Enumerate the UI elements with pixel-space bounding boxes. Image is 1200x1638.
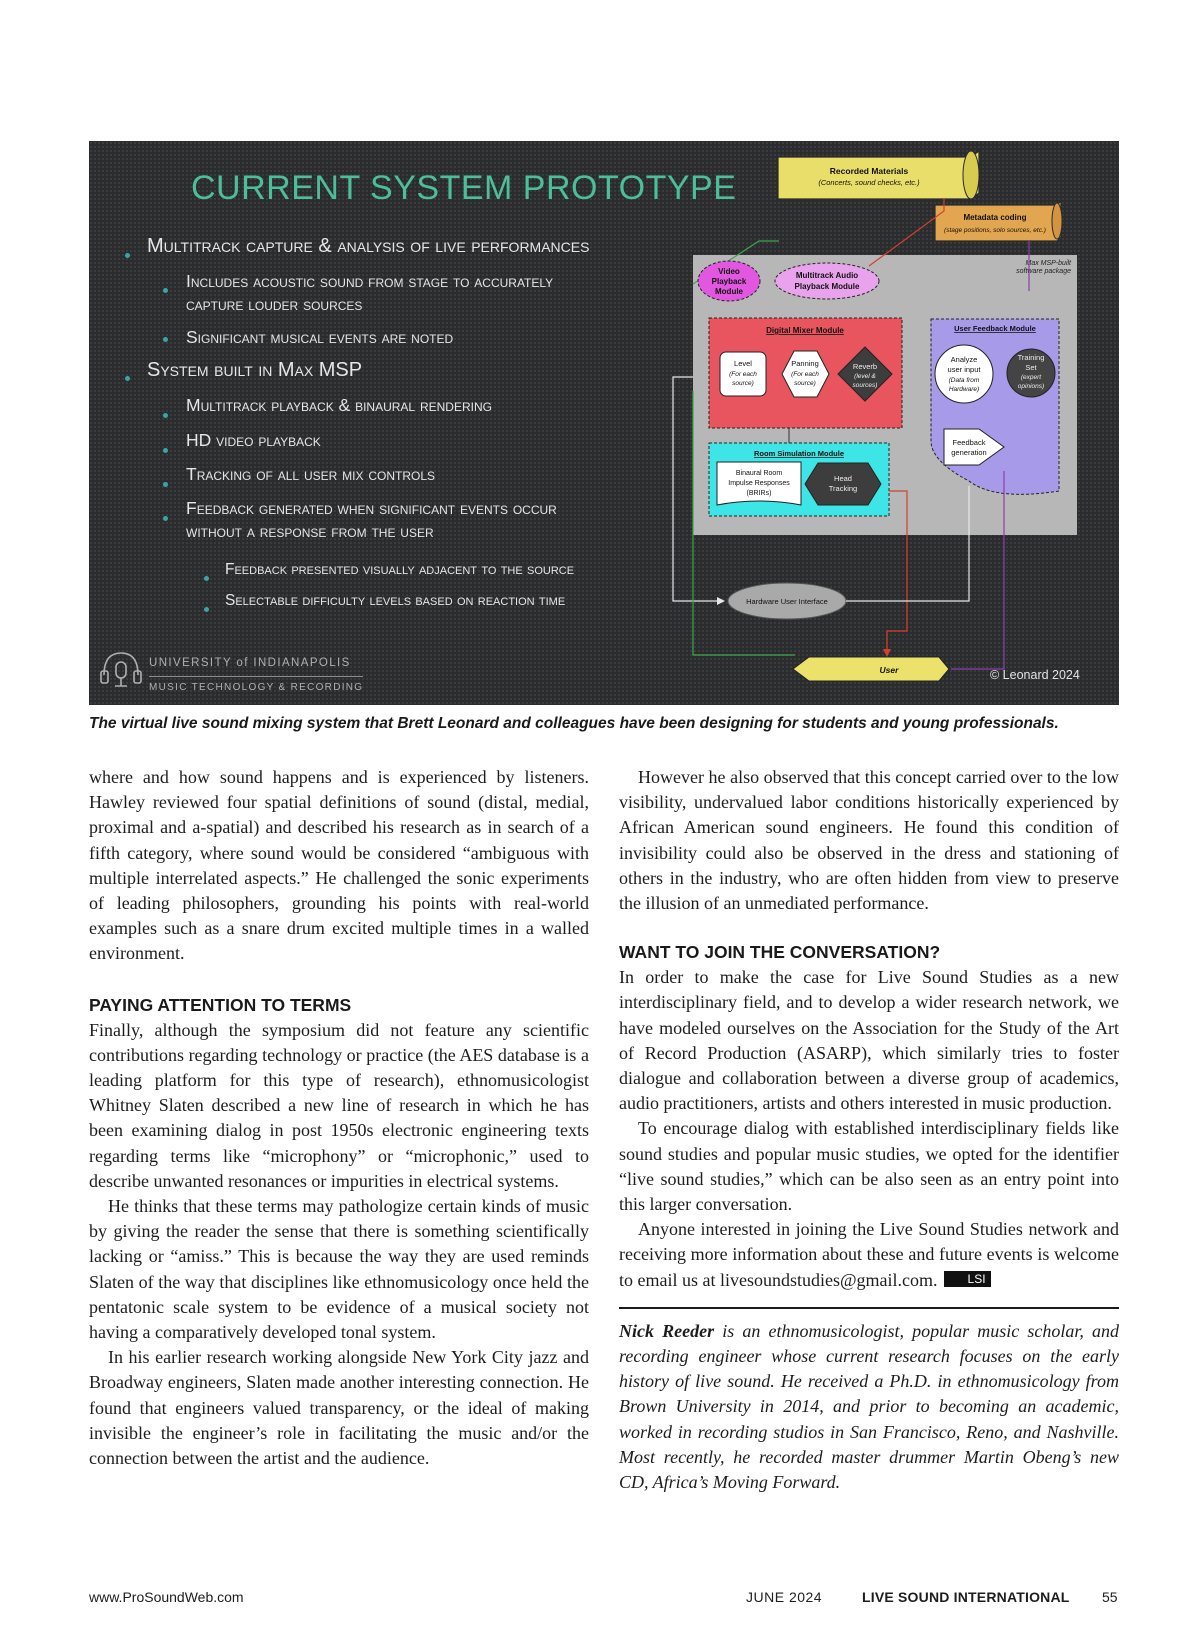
bullet-item: Includes acoustic sound from stage to accurately xyxy=(186,271,554,291)
panning-label: (For each xyxy=(791,371,819,378)
arrow-head xyxy=(883,649,891,657)
bullet-item: Feedback presented visually adjacent to the source xyxy=(225,561,575,578)
author-bio xyxy=(619,1319,1119,1495)
figure-caption: The virtual live sound mixing system that Brett Leonard and colleagues have been designing for students and young professionals. xyxy=(89,715,1059,732)
section-heading: WANT TO JOIN THE CONVERSATION? xyxy=(619,942,941,963)
metadata-coding-label: Metadata coding xyxy=(963,213,1027,222)
footer-website[interactable]: www.ProSoundWeb.com xyxy=(89,1589,244,1605)
reverb-label: sources) xyxy=(852,382,878,389)
right-column xyxy=(619,765,1119,1495)
lsi-end-badge: LSI xyxy=(944,1271,991,1287)
section-heading: PAYING ATTENTION TO TERMS xyxy=(89,994,352,1015)
body-paragraph: In order to make the case for Live Sound Studies as a new interdisciplinary field, and to develop a wider research network, we have modeled ourselves on the Association for the Study of the Art of Record Production (ASARP), which similarly tries to foster dialogue and collaboration between a diverse group of academics, audio practitioners, artists and others interested in music production. xyxy=(619,967,1119,1114)
user-label: User xyxy=(879,665,899,675)
arrow-head xyxy=(717,597,725,605)
hardware-ui-label: Hardware User Interface xyxy=(746,597,828,606)
bullet-item: Feedback generated when significant events occur xyxy=(186,498,557,518)
author-name: Nick Reeder xyxy=(619,1320,715,1341)
body-paragraph: where and how sound happens and is experienced by listeners. Hawley reviewed four spatial definitions of sound (distal, medial, proximal and a-spatial) and described his research as in search of a fifth category, where sound would be considered “ambiguous with multiple interrelated aspects.” He challenged the sonic experiments of leading philosophers, grounding his points with real-world examples such as a snare drum excited multiple times in a walled environment. xyxy=(89,767,589,964)
user-feedback-module xyxy=(931,319,1059,494)
body-paragraph: To encourage dialog with established interdisciplinary fields like sound studies and popular music studies, we opted for the identifier “live sound studies,” which can be also seen as an entry point into this larger conversation. xyxy=(619,1118,1119,1215)
analyze-node xyxy=(935,345,993,403)
feedback-gen-label: generation xyxy=(951,448,987,457)
bullet-item: HD video playback xyxy=(186,430,321,450)
training-label: opinions) xyxy=(1017,383,1045,390)
bio-divider xyxy=(619,1307,1119,1309)
brir-label: Impulse Responses xyxy=(728,480,790,487)
body-paragraph: In his earlier research working alongside New York City jazz and Broadway engineers, Slaten made another interesting connection. He found that engineers valued transparency, or the ideal of making invisible the engineer’s role in facilitating the music and/or the connection between the artist and the audience. xyxy=(89,1347,589,1469)
footer-magazine-name: LIVE SOUND INTERNATIONAL xyxy=(862,1589,1070,1605)
video-label: Playback xyxy=(711,277,747,286)
system-prototype-figure xyxy=(89,141,1119,705)
user-feedback-label: User Feedback Module xyxy=(954,324,1036,333)
analyze-label: Analyze xyxy=(950,355,978,364)
analyze-label: user input xyxy=(947,365,981,374)
training-label: (expert xyxy=(1020,374,1042,381)
room-sim-label: Room Simulation Module xyxy=(754,449,844,458)
level-label: (For each xyxy=(729,371,757,378)
closing-paragraph xyxy=(619,1217,1119,1293)
max-msp-label: software package xyxy=(1016,268,1071,275)
bullet-item: without a response from the user xyxy=(186,521,434,541)
bullet-item: System built in Max MSP xyxy=(147,359,363,381)
bullet-item: Selectable difficulty levels based on reaction time xyxy=(225,592,566,609)
user-node xyxy=(793,657,949,681)
video-label: Video xyxy=(718,267,740,276)
body-paragraph: However he also observed that this concept carried over to the low visibility, undervalued labor conditions historically experienced by African American sound engineers. He found this condition of invisibility could also be observed in the dress and stationing of others in the industry, who are often hidden from view to preserve the illusion of an unmediated performance. xyxy=(619,767,1119,914)
max-msp-label: Max MSP-built xyxy=(1025,260,1071,267)
head-tracking-label: Tracking xyxy=(828,484,858,493)
figure-copyright: © Leonard 2024 xyxy=(990,668,1080,682)
bullet-item: Multitrack playback & binaural rendering xyxy=(186,395,492,415)
metadata-coding-sub: (stage positions, solo sources, etc.) xyxy=(944,227,1046,234)
headphones-logo-icon xyxy=(101,653,141,686)
cylinder-end xyxy=(963,151,979,199)
system-diagram xyxy=(89,141,1119,705)
multitrack-label: Playback Module xyxy=(794,282,860,291)
multitrack-audio-module xyxy=(775,263,879,299)
head-tracking-label: Head xyxy=(834,474,852,483)
video-label: Module xyxy=(715,287,743,296)
training-label: Training xyxy=(1017,353,1045,362)
analyze-label: (Data from xyxy=(948,377,980,384)
left-column xyxy=(89,765,589,1471)
panning-label: source) xyxy=(794,380,816,387)
training-label: Set xyxy=(1025,363,1037,372)
university-name: UNIVERSITY of INDIANAPOLIS xyxy=(149,657,351,669)
reverb-label: Reverb xyxy=(852,362,878,371)
bullet-item: Tracking of all user mix controls xyxy=(186,464,436,484)
bullet-item: capture louder sources xyxy=(186,294,363,314)
closing-text: Anyone interested in joining the Live Sound Studies network and receiving more information about these and future events is welcome to email us at livesoundstudies@gmail.com. xyxy=(619,1219,1119,1290)
footer-page-number: 55 xyxy=(1102,1589,1118,1605)
brir-label: (BRIRs) xyxy=(746,490,772,497)
university-logo xyxy=(149,657,363,693)
author-bio-text: is an ethnomusicologist, popular music scholar, and recording engineer whose current research focuses on the early history of live sound. He received a Ph.D. in ethnomusicology from Brown University in 2014, and prior to becoming an academic, worked in recording studios in San Francisco, Reno, and Nashville. Most recently, he recorded master drummer Martin Obeng’s new CD, Africa’s Moving Forward. xyxy=(619,1320,1120,1493)
reverb-label: (level & xyxy=(854,373,876,380)
multitrack-label: Multitrack Audio xyxy=(795,271,859,280)
feedback-gen-label: Feedback xyxy=(952,438,986,447)
cylinder-end xyxy=(1052,203,1062,239)
bullet-item: Multitrack capture & analysis of live performances xyxy=(147,235,590,257)
slide-title: CURRENT SYSTEM PROTOTYPE xyxy=(191,169,737,207)
level-label: Level xyxy=(734,359,752,368)
recorded-materials-sub: (Concerts, sound checks, etc.) xyxy=(818,178,920,187)
panning-label: Panning xyxy=(791,359,819,368)
body-paragraph: He thinks that these terms may pathologize certain kinds of music by giving the reader the sense that there is something scientifically lacking or “amiss.” This is because the way they are used reminds Slaten of the way that disciplines like ethnomusicology once held the pentatonic scale system to be evidence of a musical society not having a comparatively developed tonal system. xyxy=(89,1196,589,1343)
university-dept: MUSIC TECHNOLOGY & RECORDING xyxy=(149,676,363,693)
level-label: source) xyxy=(732,380,754,387)
brir-label: Binaural Room xyxy=(735,470,783,477)
footer-issue-date: JUNE 2024 xyxy=(746,1589,823,1605)
digital-mixer-label: Digital Mixer Module xyxy=(766,326,844,335)
body-paragraph: Finally, although the symposium did not feature any scientific contributions regarding technology or practice (the AES database is a leading platform for this type of research), ethnomusicologist Whitney Slaten described a new line of research in which he has been examining dialog in post 1950s electronic engineering texts regarding terms like “microphony” or “microphonic,” used to describe unwanted resonances or impurities in electrical systems. xyxy=(89,1019,589,1191)
analyze-label: Hardware) xyxy=(948,386,980,393)
bullet-item: Significant musical events are noted xyxy=(186,327,454,347)
recorded-materials-label: Recorded Materials xyxy=(829,166,909,176)
